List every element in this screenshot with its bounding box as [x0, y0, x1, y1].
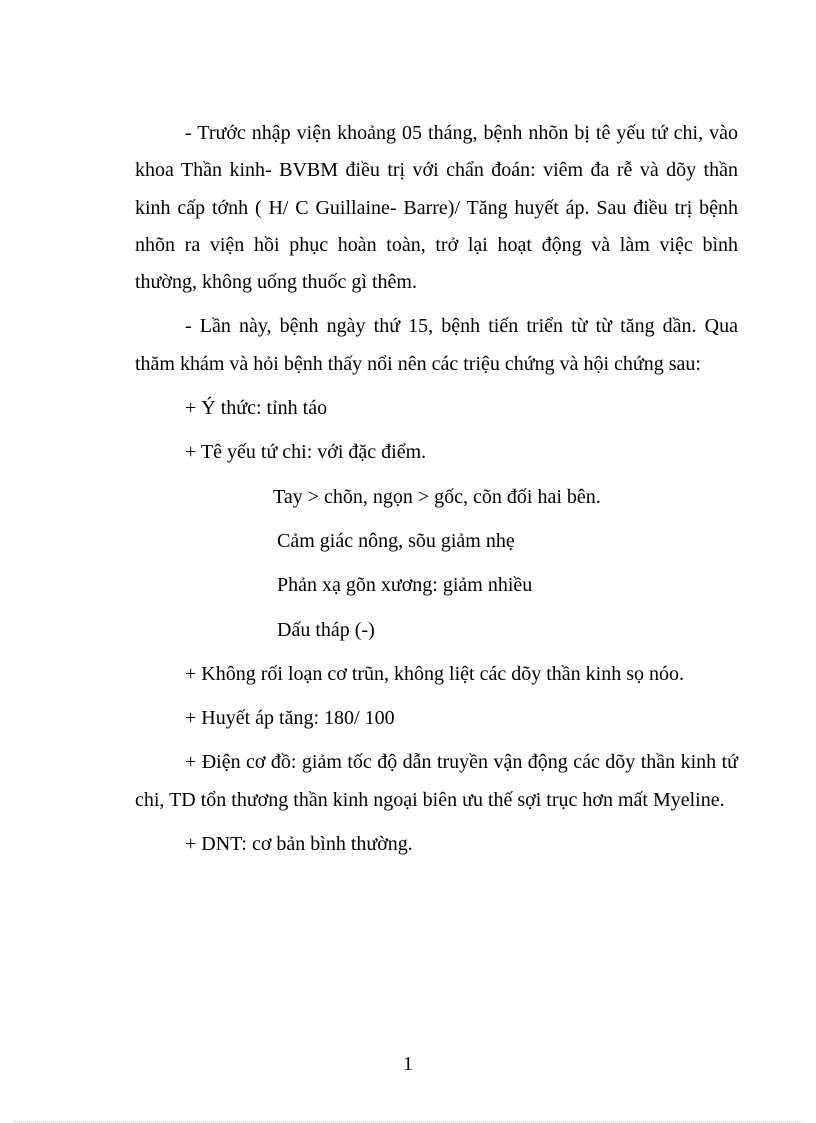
detail-pyramidal-sign: Dấu tháp (-)	[277, 618, 375, 641]
detail-distribution: Tay > chõn, ngọn > gốc, cõn đối hai bên.	[273, 485, 601, 508]
finding-consciousness: + Ý thức: tỉnh táo	[185, 397, 328, 420]
page-footer-divider	[14, 1121, 802, 1122]
document-body	[135, 115, 738, 863]
finding-limb-weakness: + Tê yếu tứ chi: với đặc điểm.	[185, 441, 427, 464]
finding-blood-pressure: + Huyết áp tăng: 180/ 100	[185, 707, 395, 730]
paragraph-current-illness: - Lần này, bệnh ngày thứ 15, bệnh tiến triển từ từ tăng dần. Qua thăm khám và hỏi bệnh thấy nổi nên các triệu chứng và hội chứng sau:	[135, 315, 738, 375]
finding-csf: + DNT: cơ bản bình thường.	[185, 833, 413, 856]
page-number: 1	[403, 1053, 413, 1075]
finding-sphincter-cranial: + Không rối loạn cơ trũn, không liệt các dõy thần kinh sọ nóo.	[185, 662, 684, 685]
detail-reflexes: Phản xạ gõn xương: giảm nhiều	[277, 574, 533, 597]
paragraph-history: - Trước nhập viện khoảng 05 tháng, bệnh nhõn bị tê yếu tứ chi, vào khoa Thần kinh- BVBM điều trị với chẩn đoán: viêm đa rễ và dõy thần kinh cấp tớnh ( H/ C Guillaine- Barre)/ Tăng huyết áp. Sau điều trị bệnh nhõn ra viện hồi phục hoàn toàn, trở lại hoạt động và làm việc bình thường, không uống thuốc gì thêm.	[135, 122, 738, 294]
finding-electromyography: + Điện cơ đồ: giảm tốc độ dẫn truyền vận động các dõy thần kinh tứ chi, TD tổn thương thần kinh ngoại biên ưu thế sợi trục hơn mất Myeline.	[135, 751, 738, 811]
detail-sensation: Cảm giác nông, sõu giảm nhẹ	[277, 529, 515, 552]
